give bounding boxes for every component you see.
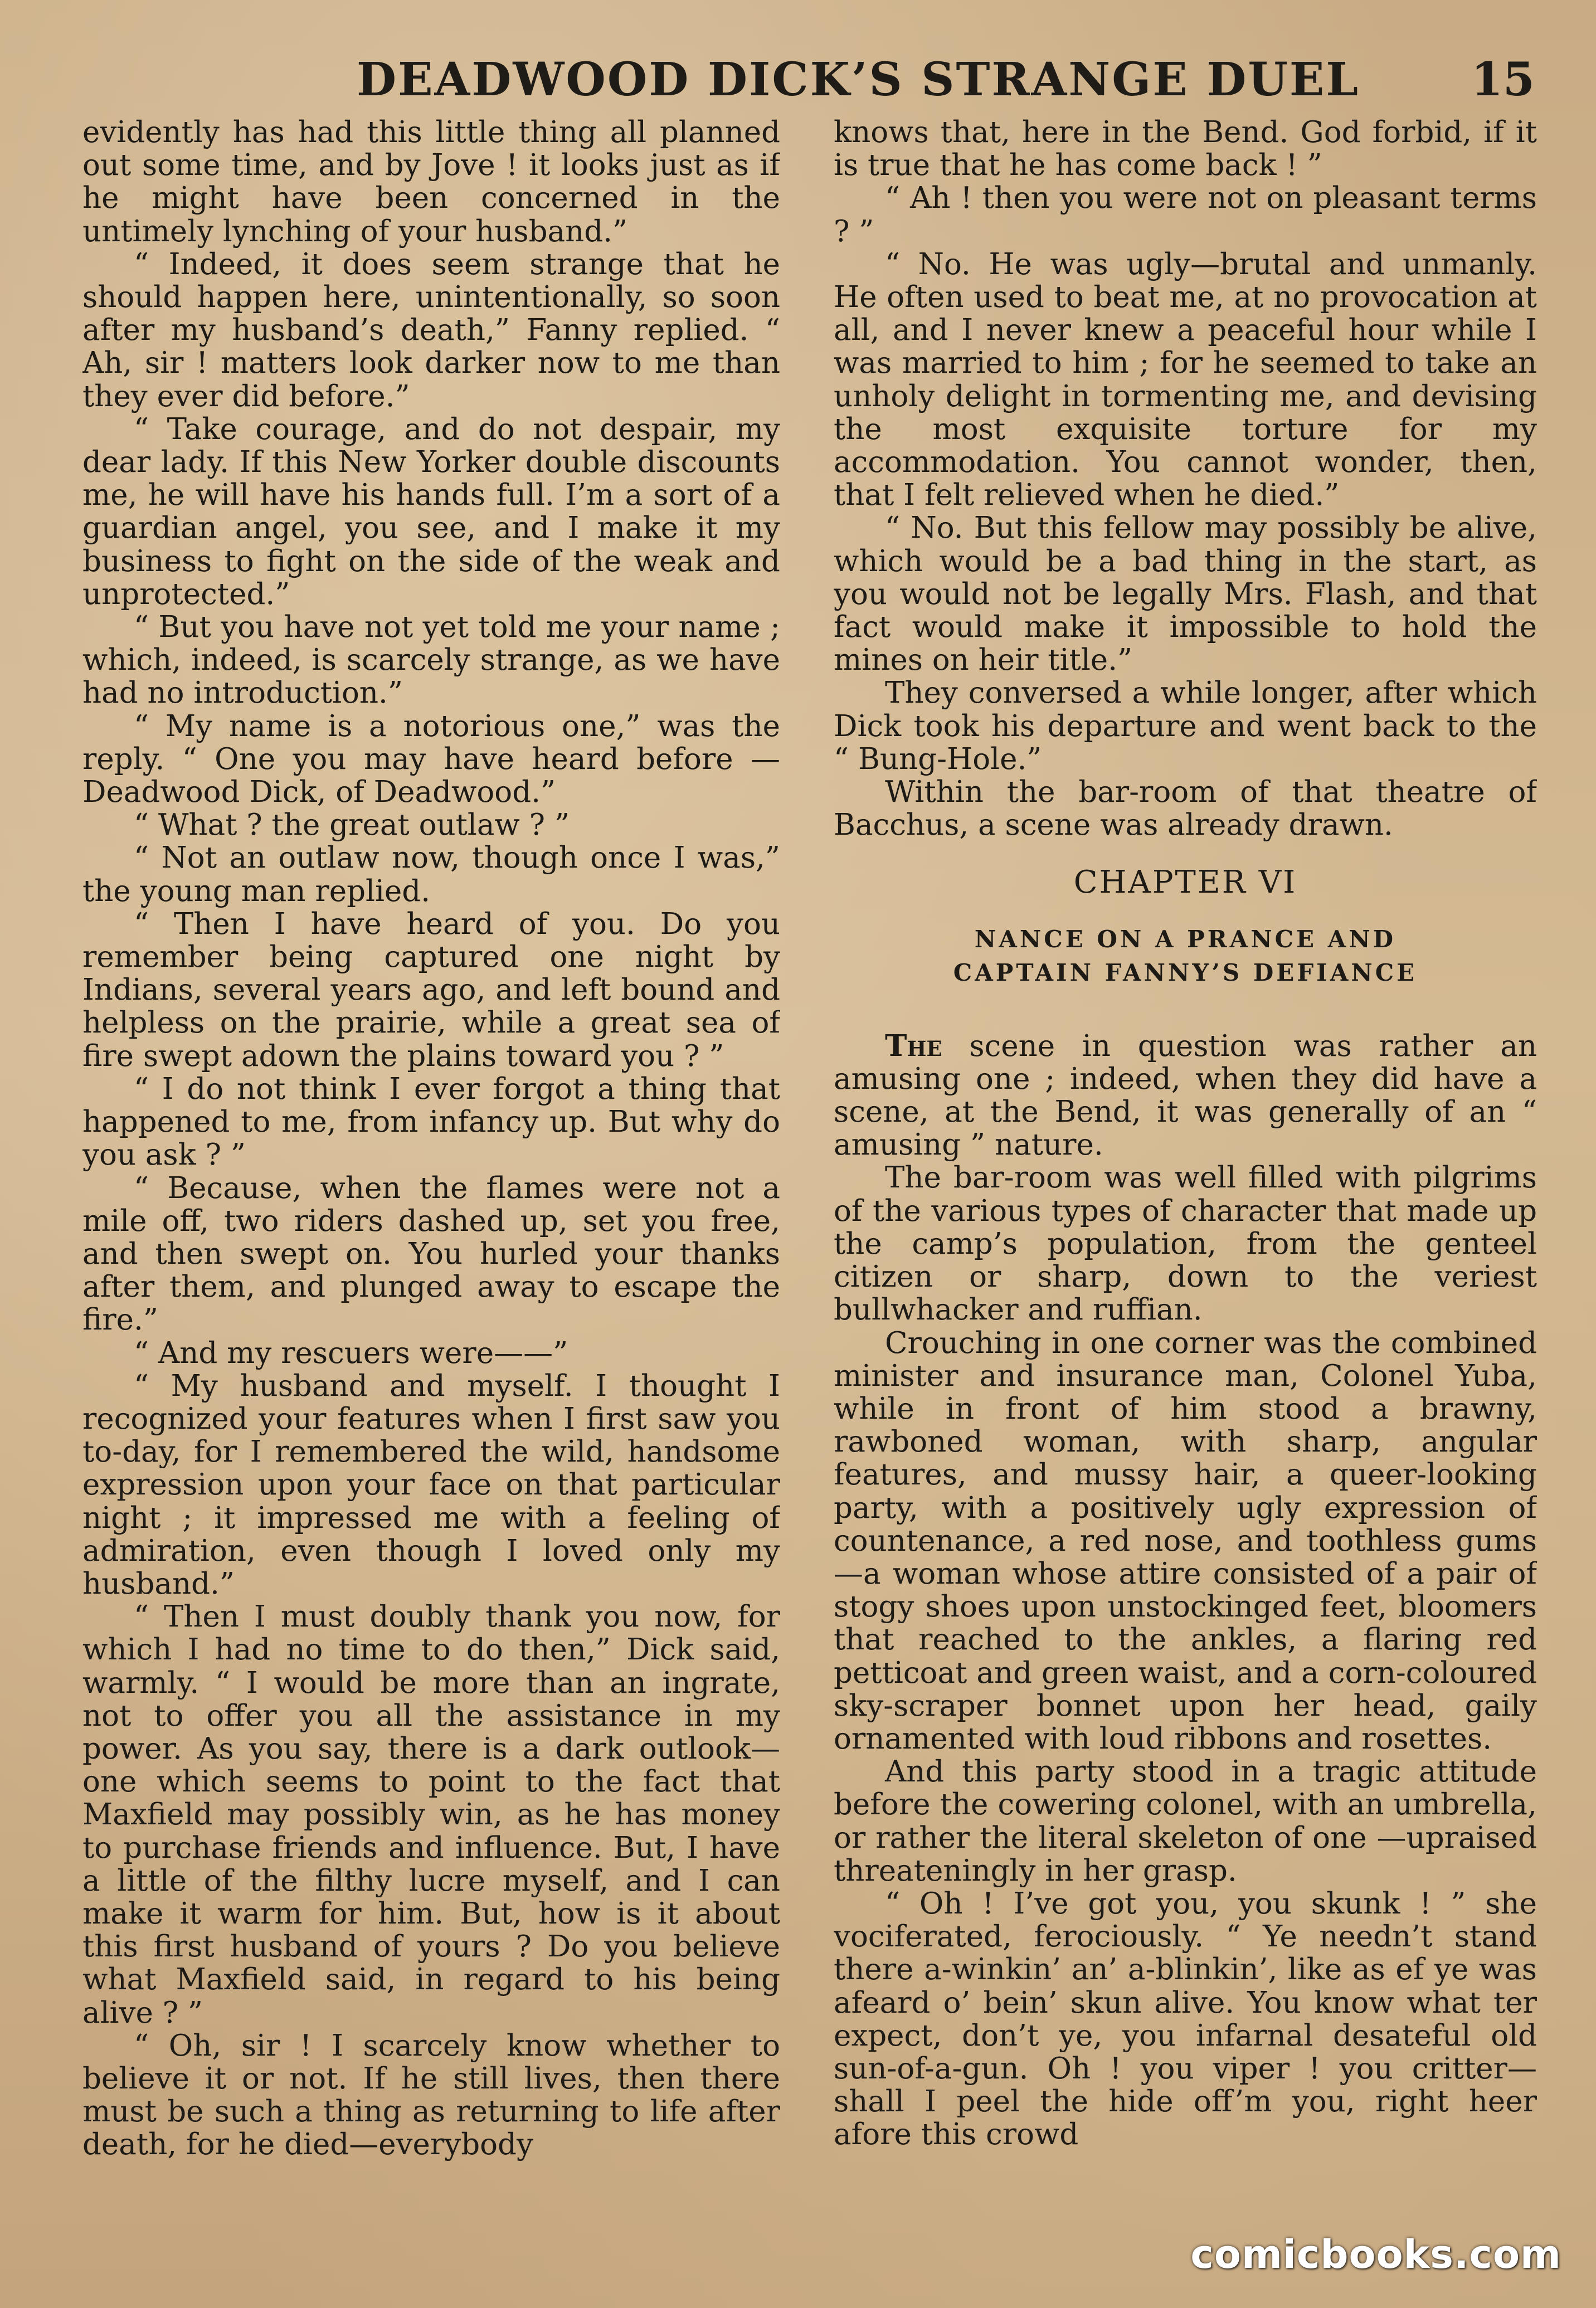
page-header [357,53,1551,109]
paragraph: “ I do not think I ever forgot a thing that happened to me, from infancy up. But why do you ask ? ” [82,1072,780,1172]
chapter-subtitle-line-1: NANCE ON A PRANCE AND [974,925,1396,953]
paragraph: knows that, here in the Bend. God forbid, if it is true that he has come back ! ” [834,116,1537,183]
paragraph: They conversed a while longer, after which Dick took his departure and went back to the “ Bung-Hole.” [834,676,1537,776]
chapter-subtitle [834,923,1537,990]
paragraph: “ But you have not yet told me your name ; which, indeed, is scarcely strange, as we have had no introduction.” [82,610,780,710]
paragraph: “ And my rescuers were——” [134,1336,568,1370]
chapter-opening-paragraph [834,1030,1537,1162]
chapter-subtitle-line-2: CAPTAIN FANNY’S DEFIANCE [953,958,1418,986]
paragraph: Within the bar-room of that theatre of Bacchus, a scene was already drawn. [834,775,1537,843]
paragraph: “ My husband and myself. I thought I recognized your features when I first saw you to-day, for I remembered the wild, handsome expression upon your face on that particular night ; it impressed me with a feeling of admiration, even though I loved only my husband.” [82,1369,780,1601]
paragraph: “ Indeed, it does seem strange that he should happen here, unintentionally, so soon after my husband’s death,” Fanny replied. “ Ah, sir ! matters look darker now to me than they ever did before.” [82,247,780,413]
paragraph: “ Ah ! then you were not on pleasant terms ? ” [834,181,1537,249]
paragraph: “ What ? the great outlaw ? ” [134,808,570,843]
site-watermark: comicbooks.com [1190,2232,1561,2277]
paragraph: “ No. But this fellow may possibly be alive, which would be a bad thing in the start, as you would not be legally Mrs. Flash, and that fact would make it impossible to hold the mines on heir title.” [834,511,1537,678]
opening-word: The [885,1028,942,1063]
paragraph: “ Because, when the flames were not a mile off, two riders dashed up, set you free, and then swept on. You hurled your thanks after them, and plunged away to escape the fire.” [82,1171,780,1337]
paragraph: “ No. He was ugly—brutal and unmanly. He often used to beat me, at no provocation at all, and I never knew a peaceful hour while I was married to him ; for he seemed to take an unholy delight in tormenting me, and devising the most exquisite torture for my accommodation. You cannot wonder, then, that I felt relieved when he died.” [834,247,1537,513]
page-number: 15 [1471,53,1535,106]
right-column [834,116,1537,2233]
left-column [82,116,780,2233]
paragraph: “ Not an outlaw now, though once I was,” the young man replied. [82,841,780,908]
opening-paragraph-text: scene in question was rather an amusing one ; indeed, when they did have a scene, at the Bend, it was generally of an “ amusing ” nature. [834,1029,1537,1162]
running-title: DEADWOOD DICK’S STRANGE DUEL [357,53,1360,106]
paragraph: “ Oh, sir ! I scarcely know whether to believe it or not. If he still lives, then there must be such a thing as returning to life after death, for he died—everybody [82,2028,780,2162]
paragraph: And this party stood in a tragic attitude before the cowering colonel, with an umbrella, or rather the literal skeleton of one —upraised threateningly in her grasp. [834,1755,1537,1888]
paragraph: “ Then I must doubly thank you now, for which I had no time to do then,” Dick said, warmly. “ I would be more than an ingrate, not to offer you all the assistance in my power. As you say, there is a dark outlook—one which seems to point to the fact that Maxfield may possibly win, as he has money to purchase friends and influence. But, I have a little of the filthy lucre myself, and I can make it warm for him. But, how is it about this first husband of yours ? Do you believe what Maxfield said, in regard to his being alive ? ” [82,1600,780,2030]
paragraph: Crouching in one corner was the combined minister and insurance man, Colonel Yuba, while in front of him stood a brawny, rawboned woman, with sharp, angular features, and mussy hair, a queer-looking party, with a positively ugly expression of countenance, a red nose, and toothless gums—a woman whose attire consisted of a pair of stogy shoes upon unstockinged feet, bloomers that reached to the ankles, a flaring red petticoat and green waist, and a corn-coloured sky-scraper bonnet upon her head, gaily ornamented with loud ribbons and rosettes. [834,1326,1537,1756]
paragraph: “ Oh ! I’ve got you, you skunk ! ” she vociferated, ferociously. “ Ye needn’t stand there a-winkin’ an’ a-blinkin’, like as ef ye was afeard o’ bein’ skun alive. You know what ter expect, don’t ye, you infarnal desateful old sun-of-a-gun. Oh ! you viper ! you critter—shall I peel the hide off’m you, right heer afore this crowd [834,1886,1537,2152]
paragraph: “ Take courage, and do not despair, my dear lady. If this New Yorker double discounts me, he will have his hands full. I’m a sort of a guardian angel, you see, and I make it my business to fight on the side of the weak and unprotected.” [82,412,780,611]
paragraph: evidently has had this little thing all planned out some time, and by Jove ! it looks just as if he might have been concerned in the untimely lynching of your husband.” [82,116,780,249]
paragraph: The bar-room was well filled with pilgrims of the various types of character that made up the camp’s population, from the genteel citizen or sharp, down to the veriest bullwhacker and ruffian. [834,1161,1537,1327]
chapter-title: CHAPTER VI [1073,864,1297,901]
paragraph: “ My name is a notorious one,” was the reply. “ One you may have heard before —Deadwood Dick, of Deadwood.” [82,709,780,810]
paragraph: “ Then I have heard of you. Do you remember being captured one night by Indians, several years ago, and left bound and helpless on the prairie, while a great sea of fire swept adown the plains toward you ? ” [82,907,780,1073]
